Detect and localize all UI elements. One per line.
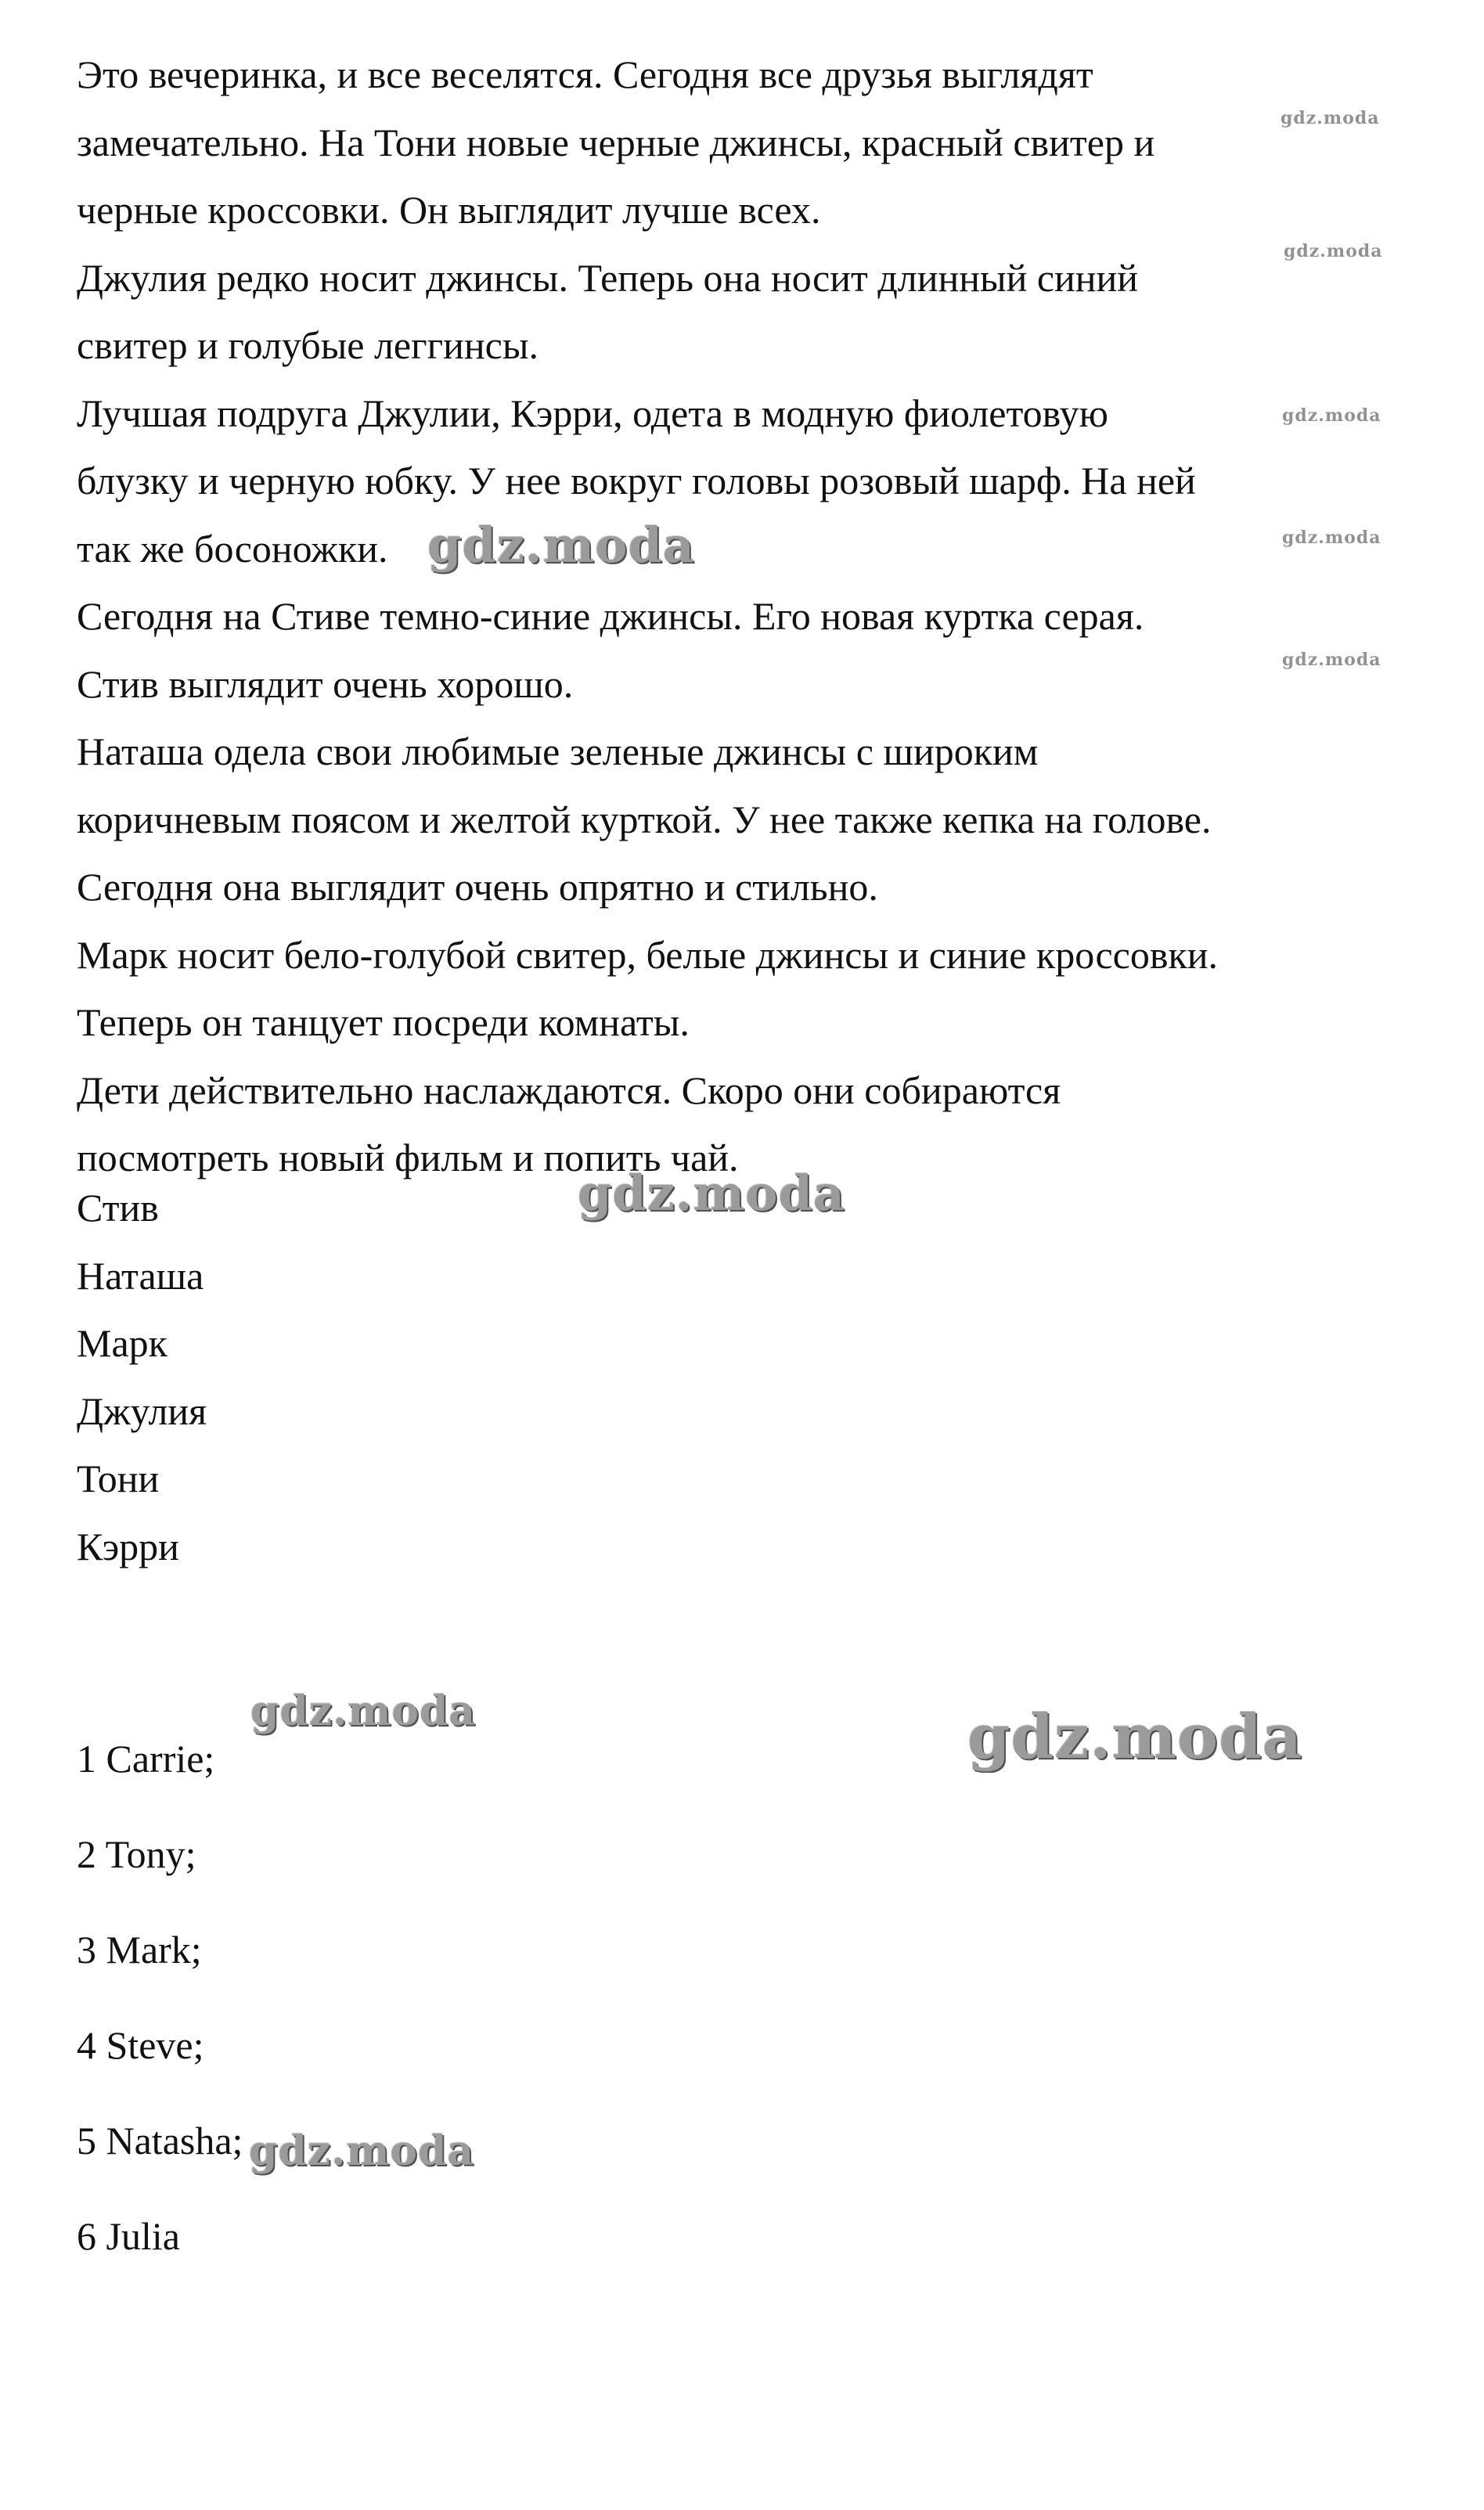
story-line: Марк носит бело-голубой свитер, белые джинсы и синие кроссовки.	[77, 932, 1219, 977]
story-line: Наташа одела свои любимые зеленые джинсы с широким	[77, 729, 1039, 773]
story-line: черные кроссовки. Он выглядит лучше всех.	[77, 188, 821, 232]
story-line: Лучшая подруга Джулии, Кэрри, одета в модную фиолетовую	[77, 391, 1108, 435]
story-line: Стив выглядит очень хорошо.	[77, 661, 574, 706]
name-item: Кэрри	[77, 1524, 179, 1568]
story-line: Сегодня она выглядит очень опрятно и стильно.	[77, 865, 878, 909]
story-line: Это вечеринка, и все веселятся. Сегодня все друзья выглядят	[77, 52, 1093, 96]
watermark: gdz.moda	[427, 517, 695, 574]
watermark: gdz.moda	[578, 1165, 845, 1222]
name-item: Тони	[77, 1457, 160, 1500]
story-line: замечательно. На Тони новые черные джинсы, красный свитер и	[77, 120, 1155, 164]
watermark: gdz.moda	[967, 1702, 1303, 1773]
name-item: Джулия	[77, 1388, 207, 1433]
watermark: gdz.moda	[1282, 528, 1381, 548]
story-line: Сегодня на Стиве темно-синие джинсы. Его новая куртка серая.	[77, 594, 1144, 638]
answers-list	[77, 1711, 243, 2284]
watermark: gdz.moda	[1280, 108, 1380, 128]
watermark: gdz.moda	[250, 1687, 477, 1735]
watermark: gdz.moda	[1282, 650, 1381, 670]
answer-item: 2 Tony;	[77, 1832, 196, 1876]
story-line: посмотреть новый фильм и попить чай.	[77, 1136, 739, 1179]
story-line: свитер и голубые леггинсы.	[77, 323, 538, 367]
watermark: gdz.moda	[1282, 405, 1381, 426]
name-item: Марк	[77, 1321, 167, 1365]
name-item: Стив	[77, 1186, 159, 1230]
answer-item: 5 Natasha;	[77, 2119, 243, 2162]
watermark: gdz.moda	[1284, 241, 1383, 261]
story-line: так же босоножки.	[77, 526, 388, 571]
names-list	[77, 1174, 207, 1580]
story-line: Теперь он танцует посреди комнаты.	[77, 1000, 690, 1044]
story-line: коричневым поясом и желтой курткой. У нее также кепка на голове.	[77, 797, 1212, 841]
answer-item: 6 Julia	[77, 2214, 180, 2258]
answer-item: 1 Carrie;	[77, 1737, 215, 1781]
watermark: gdz.moda	[249, 2127, 475, 2175]
answer-item: 4 Steve;	[77, 2023, 204, 2067]
story-line: Джулия редко носит джинсы. Теперь она носит длинный синий	[77, 255, 1139, 300]
answer-item: 3 Mark;	[77, 1928, 202, 1972]
story-line: блузку и черную юбку. У нее вокруг головы розовый шарф. На ней	[77, 459, 1196, 502]
story-paragraph	[77, 41, 1423, 1192]
name-item: Наташа	[77, 1253, 204, 1298]
story-line: Дети действительно наслаждаются. Скоро они собираются	[77, 1068, 1061, 1112]
